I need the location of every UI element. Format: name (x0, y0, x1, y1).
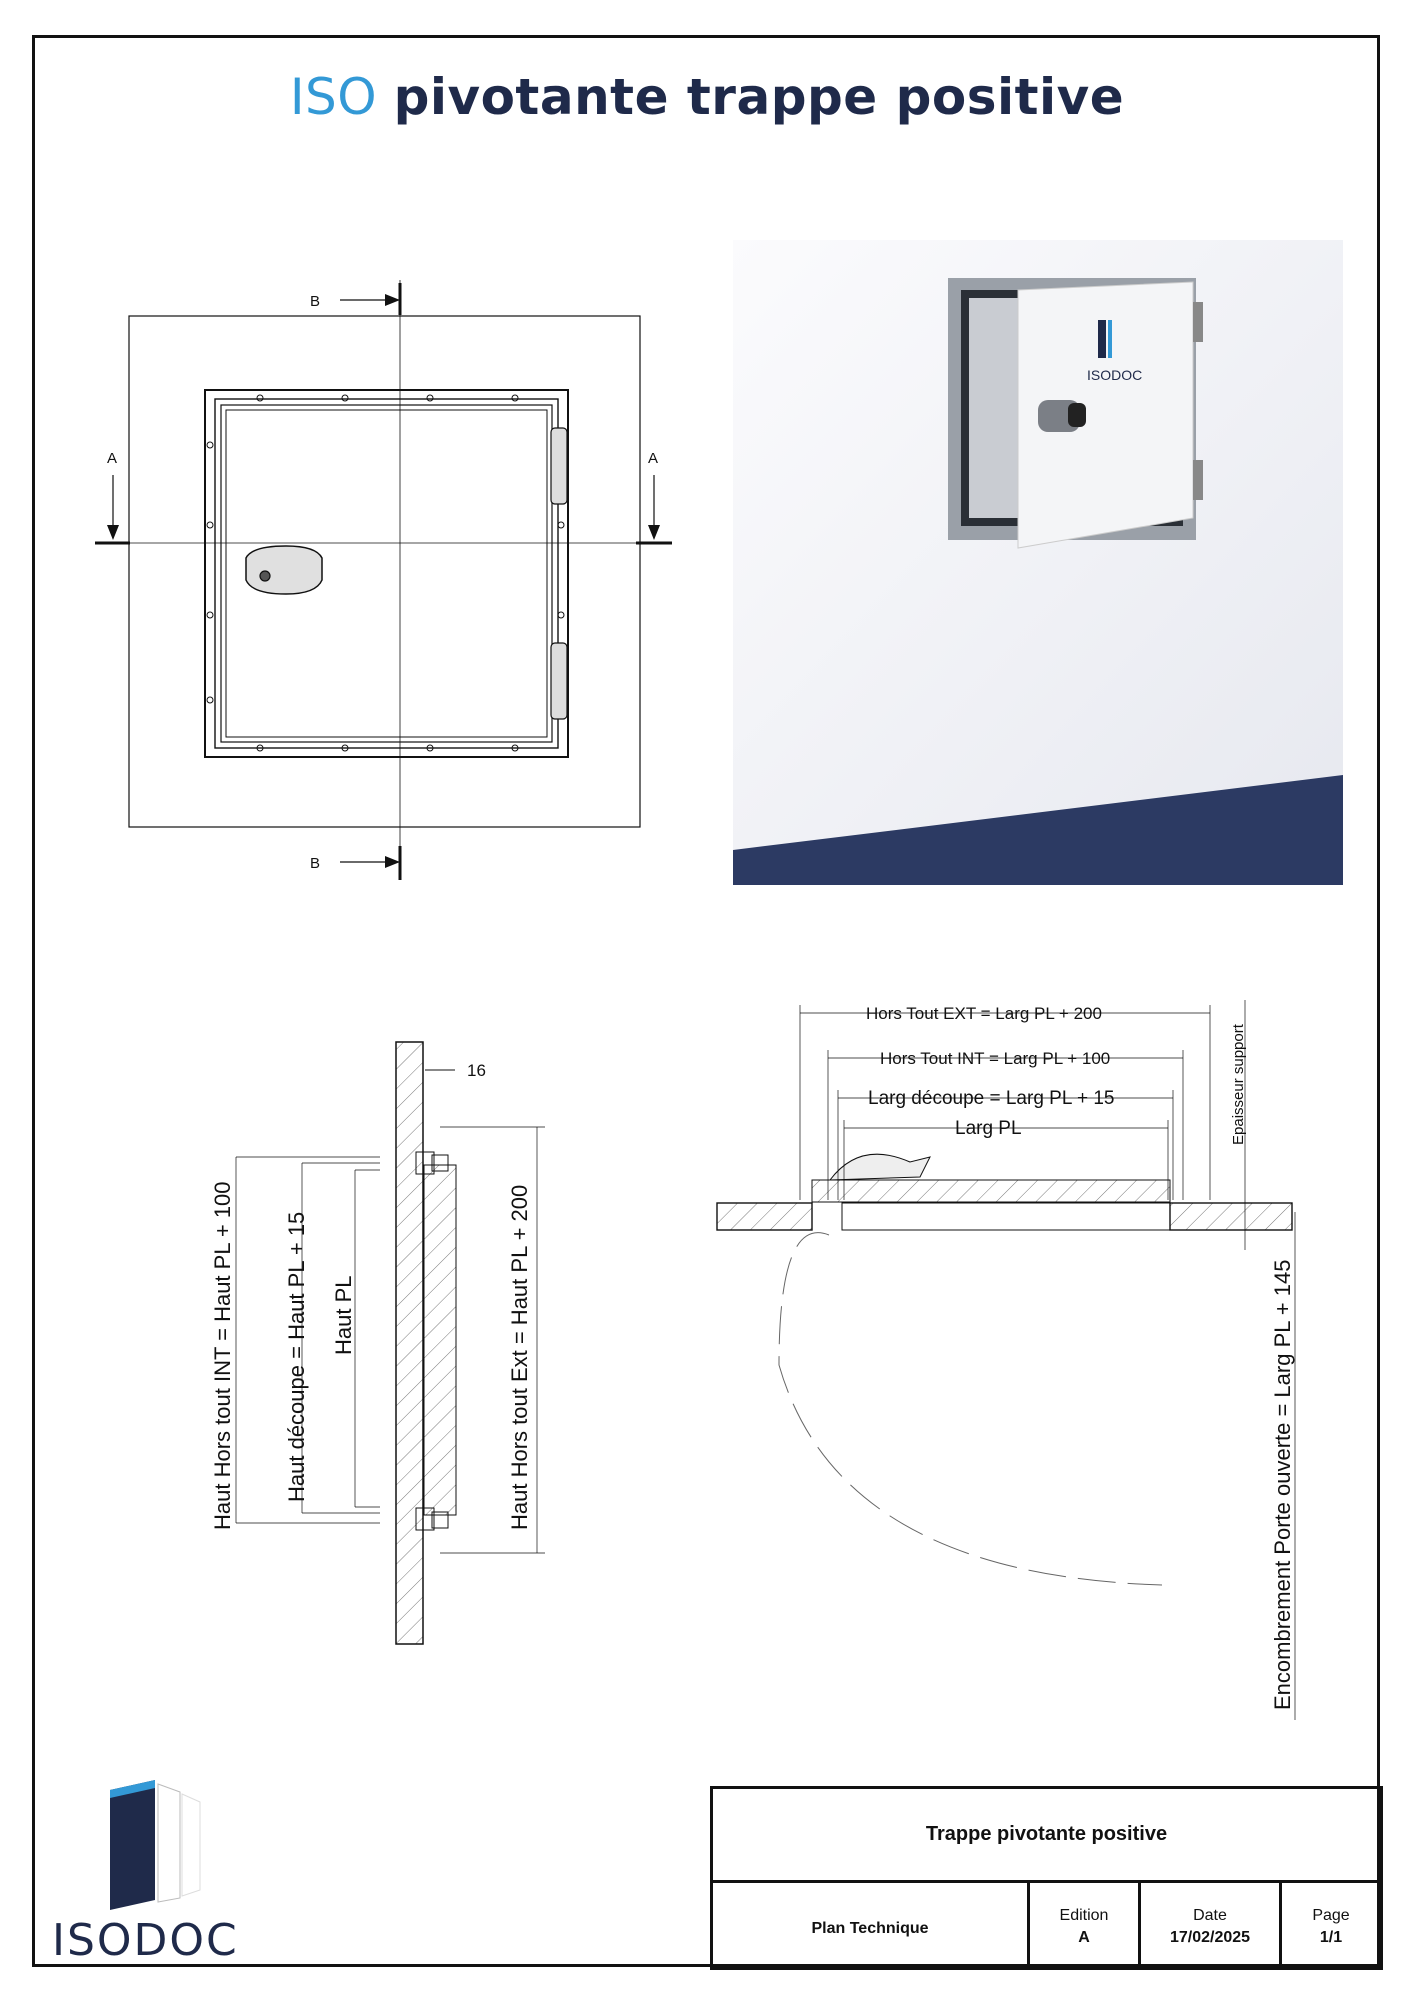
door-brand-label: ISODOC (1087, 367, 1143, 383)
logo-text: ISODOC (52, 1915, 239, 1966)
haut-hors-tout-ext-label: Haut Hors tout Ext = Haut PL + 200 (507, 1184, 532, 1530)
title-brand: ISO (289, 68, 378, 126)
section-b-bottom-label: B (310, 855, 321, 872)
section-a-right-label: A (648, 450, 659, 467)
haut-decoupe-label: Haut découpe = Haut PL + 15 (284, 1211, 309, 1502)
title-rest: pivotante trappe positive (393, 68, 1125, 126)
section-b-top-label: B (310, 293, 321, 310)
dim-16-label: 16 (467, 1061, 486, 1080)
drawing-type-cell (713, 1883, 1027, 1970)
edition-value: A (1078, 1928, 1090, 1946)
page-cell (1282, 1883, 1380, 1970)
date-label: Date (1193, 1906, 1227, 1924)
haut-pl-label: Haut PL (331, 1275, 356, 1355)
date-value: 17/02/2025 (1169, 1928, 1251, 1946)
drawing-name: Trappe pivotante positive (713, 1789, 1380, 1883)
edition-label: Edition (1059, 1906, 1109, 1924)
haut-hors-tout-int-label: Haut Hors tout INT = Haut PL + 100 (210, 1181, 235, 1530)
edition-cell (1030, 1883, 1138, 1970)
encombrement-label: Encombrement Porte ouverte = Larg PL + 145 (1270, 1259, 1295, 1710)
larg-decoupe-label: Larg découpe = Larg PL + 15 (868, 1088, 1115, 1109)
section-a-left-label: A (107, 450, 118, 467)
larg-pl-label: Larg PL (955, 1118, 1022, 1139)
page-label: Page (1312, 1906, 1350, 1924)
drawing-type: Plan Technique (811, 1919, 929, 1937)
hors-tout-ext-label: Hors Tout EXT = Larg PL + 200 (866, 1004, 1102, 1023)
hors-tout-int-label: Hors Tout INT = Larg PL + 100 (880, 1049, 1111, 1068)
epaisseur-label: Epaisseur support (1230, 1024, 1247, 1145)
date-cell (1141, 1883, 1279, 1970)
page-value: 1/1 (1319, 1928, 1343, 1946)
title-block (710, 1786, 1383, 1970)
